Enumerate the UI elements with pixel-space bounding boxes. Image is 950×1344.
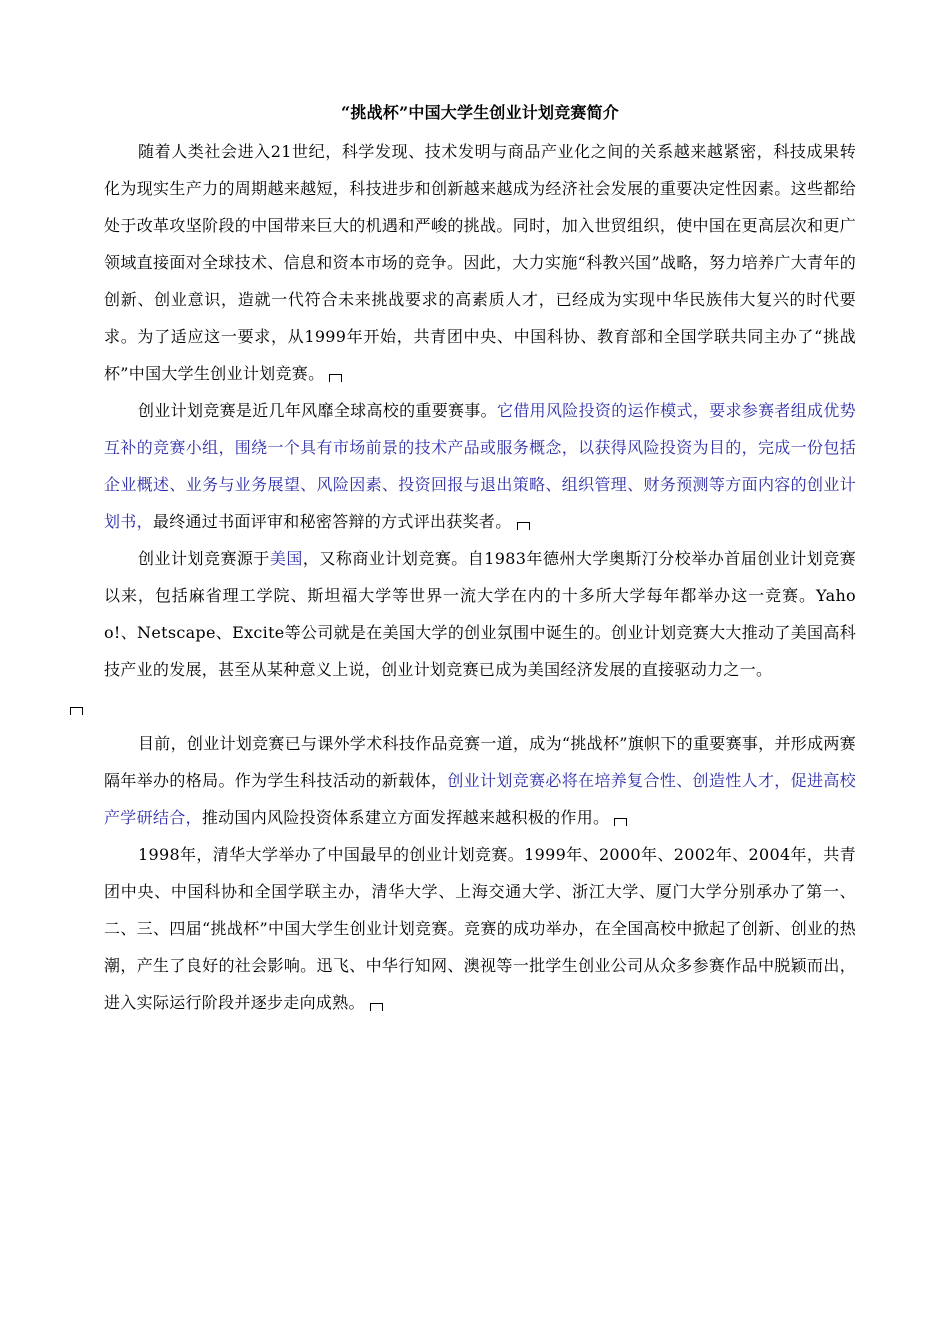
paragraph-mark-icon: [370, 1003, 383, 1011]
paragraph-text: 1998年，清华大学举办了中国最早的创业计划竞赛。1999年、2000年、2002年、2004年，共青团中央、中国科协和全国学联主办，清华大学、上海交通大学、浙江大学、厦门大学分别承办了第一、二、三、四届“挑战杯”中国大学生创业计划竞赛。竞赛的成功举办，在全国高校中掀起了创新、创业的热潮，产生了良好的社会影响。迅飞、中华行知网、澳视等一批学生创业公司从众多参赛作品中脱颖而出，进入实际运行阶段并逐步走向成熟。: [104, 845, 856, 1012]
document-title: “挑战杯”中国大学生创业计划竞赛简介: [340, 103, 619, 122]
paragraph-text: 随着人类社会进入21世纪，科学发现、技术发明与商品产业化之间的关系越来越紧密，科技成果转化为现实生产力的周期越来越短，科技进步和创新越来越成为经济社会发展的重要决定性因素。这些都给处于改革攻坚阶段的中国带来巨大的机遇和严峻的挑战。同时，加入世贸组织，使中国在更高层次和更广领域直接面对全球技术、信息和资本市场的竞争。因此，大力实施“科教兴国”战略，努力培养广大青年的创新、创业意识，造就一代符合未来挑战要求的高素质人才，已经成为实现中华民族伟大复兴的时代要求。为了适应这一要求，从1999年开始，共青团中央、中国科协、教育部和全国学联共同主办了“挑战杯”中国大学生创业计划竞赛。: [104, 142, 856, 383]
paragraph-text: 创业计划竞赛源于: [138, 549, 270, 568]
paragraph-history: [104, 836, 856, 1021]
paragraph-text: ，又称商业计划竞赛。自1983年德州大学奥斯汀分校举办首届创业计划竞赛以来，包括麻省理工学院、斯坦福大学等世界一流大学在内的十多所大学每年都举办这一竞赛。Yahoo!、Netscape、Excite等公司就是在美国大学的创业氛围中诞生的。创业计划竞赛大大推动了美国高科技产业的发展，甚至从某种意义上说，创业计划竞赛已成为美国经济发展的直接驱动力之一。: [104, 549, 856, 679]
paragraph-mark-icon: [329, 374, 342, 382]
paragraph-mark-icon: [70, 707, 83, 715]
document-page: [104, 96, 856, 1021]
paragraph-text: 创业计划竞赛是近几年风靡全球高校的重要赛事。: [138, 401, 497, 420]
highlighted-text: 美国: [269, 549, 303, 568]
paragraph-mark-icon: [614, 818, 627, 826]
paragraph-text: 目前，创业计划竞赛已与课外学术科技作品竞赛一道，成为“挑战杯”旗帜下的重要赛事，并形成两赛隔年举办的格局。作为学生科技活动的新载体，: [104, 734, 856, 790]
paragraph-text: 最终通过书面评审和秘密答辩的方式评出获奖者。: [152, 512, 512, 531]
paragraph-competition: [104, 392, 856, 540]
paragraph-text: 推动国内风险投资体系建立方面发挥越来越积极的作用。: [201, 808, 610, 827]
paragraph-current: [104, 725, 856, 836]
highlighted-text: 它借用风险投资的运作模式，要求参赛者组成优势互补的竞赛小组，围绕一个具有市场前景的技术产品或服务概念，以获得风险投资为目的，完成一份包括企业概述、业务与业务展望、风险因素、投资回报与退出策略、组织管理、财务预测等方面内容的创业计划书，: [104, 401, 856, 531]
paragraph-mark-icon: [517, 522, 530, 530]
highlighted-text: 创业计划竞赛必将在培养复合性、创造性人才，促进高校产学研结合，: [104, 771, 856, 827]
paragraph-intro: [104, 133, 856, 392]
paragraph-origin: [104, 540, 856, 725]
